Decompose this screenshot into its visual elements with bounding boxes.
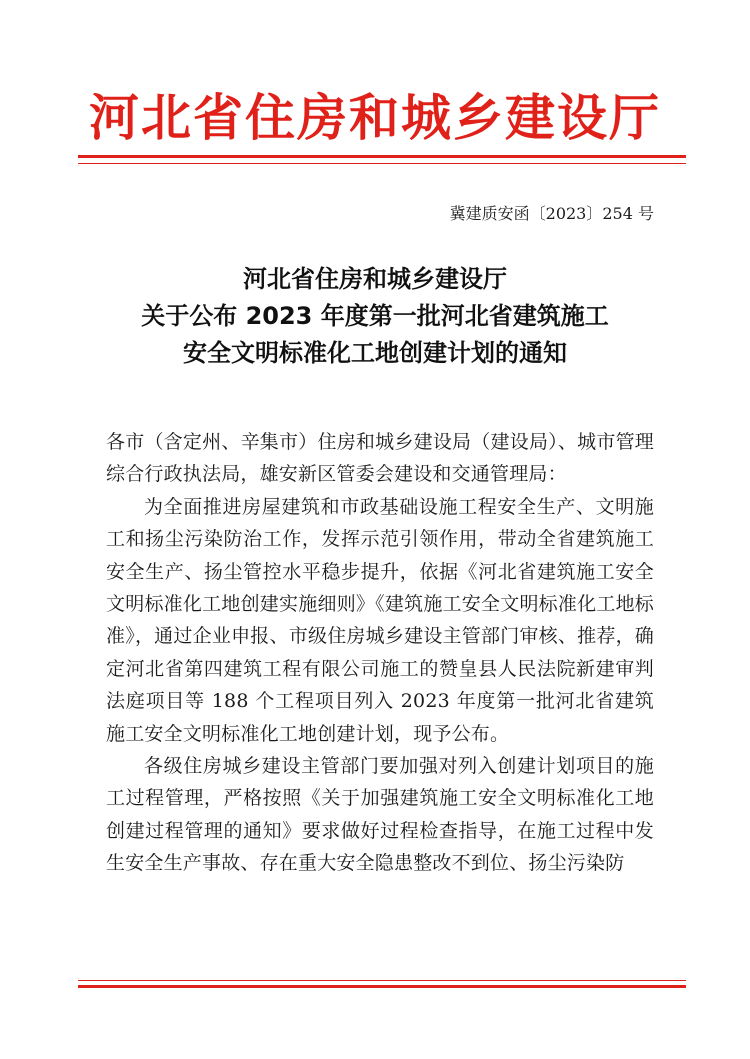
salutation: 各市（含定州、辛集市）住房和城乡建设局（建设局）、城市管理综合行政执法局，雄安新区管委会建设和交通管理局： bbox=[106, 431, 654, 486]
title-line-2: 关于公布 2023 年度第一批河北省建筑施工 bbox=[141, 302, 609, 330]
header-rule-thick bbox=[78, 155, 686, 158]
footer-rule-thin bbox=[78, 980, 686, 981]
body-paragraph-2: 各级住房城乡建设主管部门要加强对列入创建计划项目的施工过程管理，严格按照《关于加强建筑施工安全文明标准化工地创建过程管理的通知》要求做好过程检查指导，在施工过程中发生安全生产事故、存在重大安全隐患整改不到位、扬尘污染防 bbox=[106, 755, 654, 875]
document-title bbox=[0, 261, 750, 372]
issuer-masthead: 河北省住房和城乡建设厅 bbox=[89, 89, 661, 147]
title-line-3: 安全文明标准化工地创建计划的通知 bbox=[183, 339, 567, 367]
footer-rule-thick bbox=[78, 985, 686, 988]
body-paragraph-1: 为全面推进房屋建筑和市政基础设施工程安全生产、文明施工和扬尘污染防治工作，发挥示范引领作用，带动全省建筑施工安全生产、扬尘管控水平稳步提升，依据《河北省建筑施工安全文明标准化工地创建实施细则》《建筑施工安全文明标准化工地标准》，通过企业申报、市级住房城乡建设主管部门审核、推荐，确定河北省第四建筑工程有限公司施工的赞皇县人民法院新建审判法庭项目等 188 个工程项目列入 2023 年度第一批河北省建筑施工安全文明标准化工地创建计划，现予公布。 bbox=[106, 495, 654, 745]
document-body bbox=[106, 426, 654, 880]
title-line-1: 河北省住房和城乡建设厅 bbox=[243, 265, 507, 293]
header-rule-thin bbox=[78, 163, 686, 164]
document-number: 冀建质安函〔2023〕254 号 bbox=[449, 204, 654, 223]
